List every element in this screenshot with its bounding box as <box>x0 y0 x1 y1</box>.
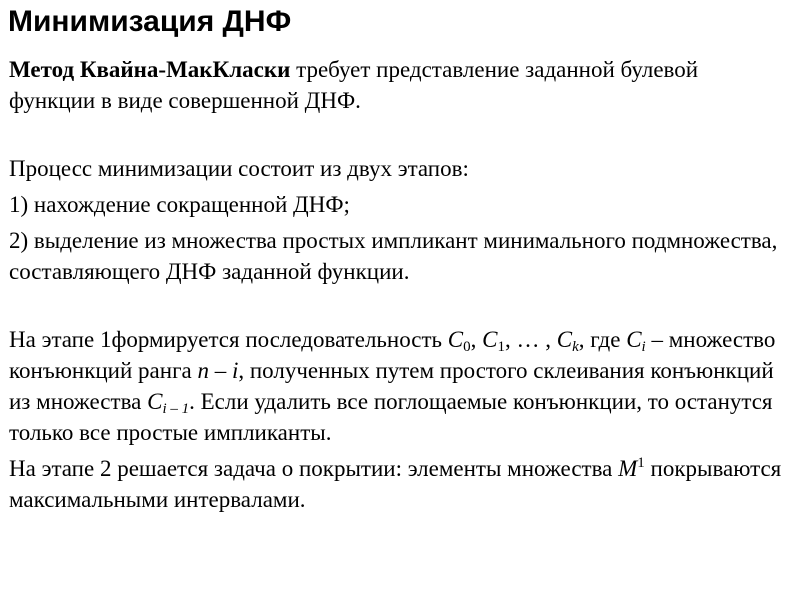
list-item-step-1: 1) нахождение сокращенной ДНФ; <box>9 192 350 217</box>
paragraph-process: Процесс минимизации состоит из двух этапов: <box>9 156 469 181</box>
spacer <box>9 116 789 153</box>
method-intro-text: требует представление заданной булевой функции в виде совершенной ДНФ. <box>9 57 699 113</box>
paragraph-stage-1: На этапе 1формируется последовательность $C_0$, $C_1$, … , $C_k$, где $C_i$ – множество конъюнкций ранга n – i, полученных путем простого склеивания конъюнкций из множества $C_{i - 1}$. Если удалить все поглощаемые конъюнкции, то останутся только все простые импликанты. <box>9 327 776 445</box>
page-title: Минимизация ДНФ <box>8 5 292 38</box>
slide-body <box>9 54 789 515</box>
method-name: Метод Квайна-МакКласки <box>9 57 291 82</box>
paragraph-method-intro <box>9 54 789 116</box>
list-item-step-2: 2) выделение из множества простых импликант минимального подмножества, составляющего ДНФ заданной функции. <box>9 228 778 284</box>
spacer <box>9 287 789 324</box>
paragraph-stage-2: На этапе 2 решается задача о покрытии: элементы множества $M^1$ покрываются максимальными интервалами. <box>9 455 782 512</box>
